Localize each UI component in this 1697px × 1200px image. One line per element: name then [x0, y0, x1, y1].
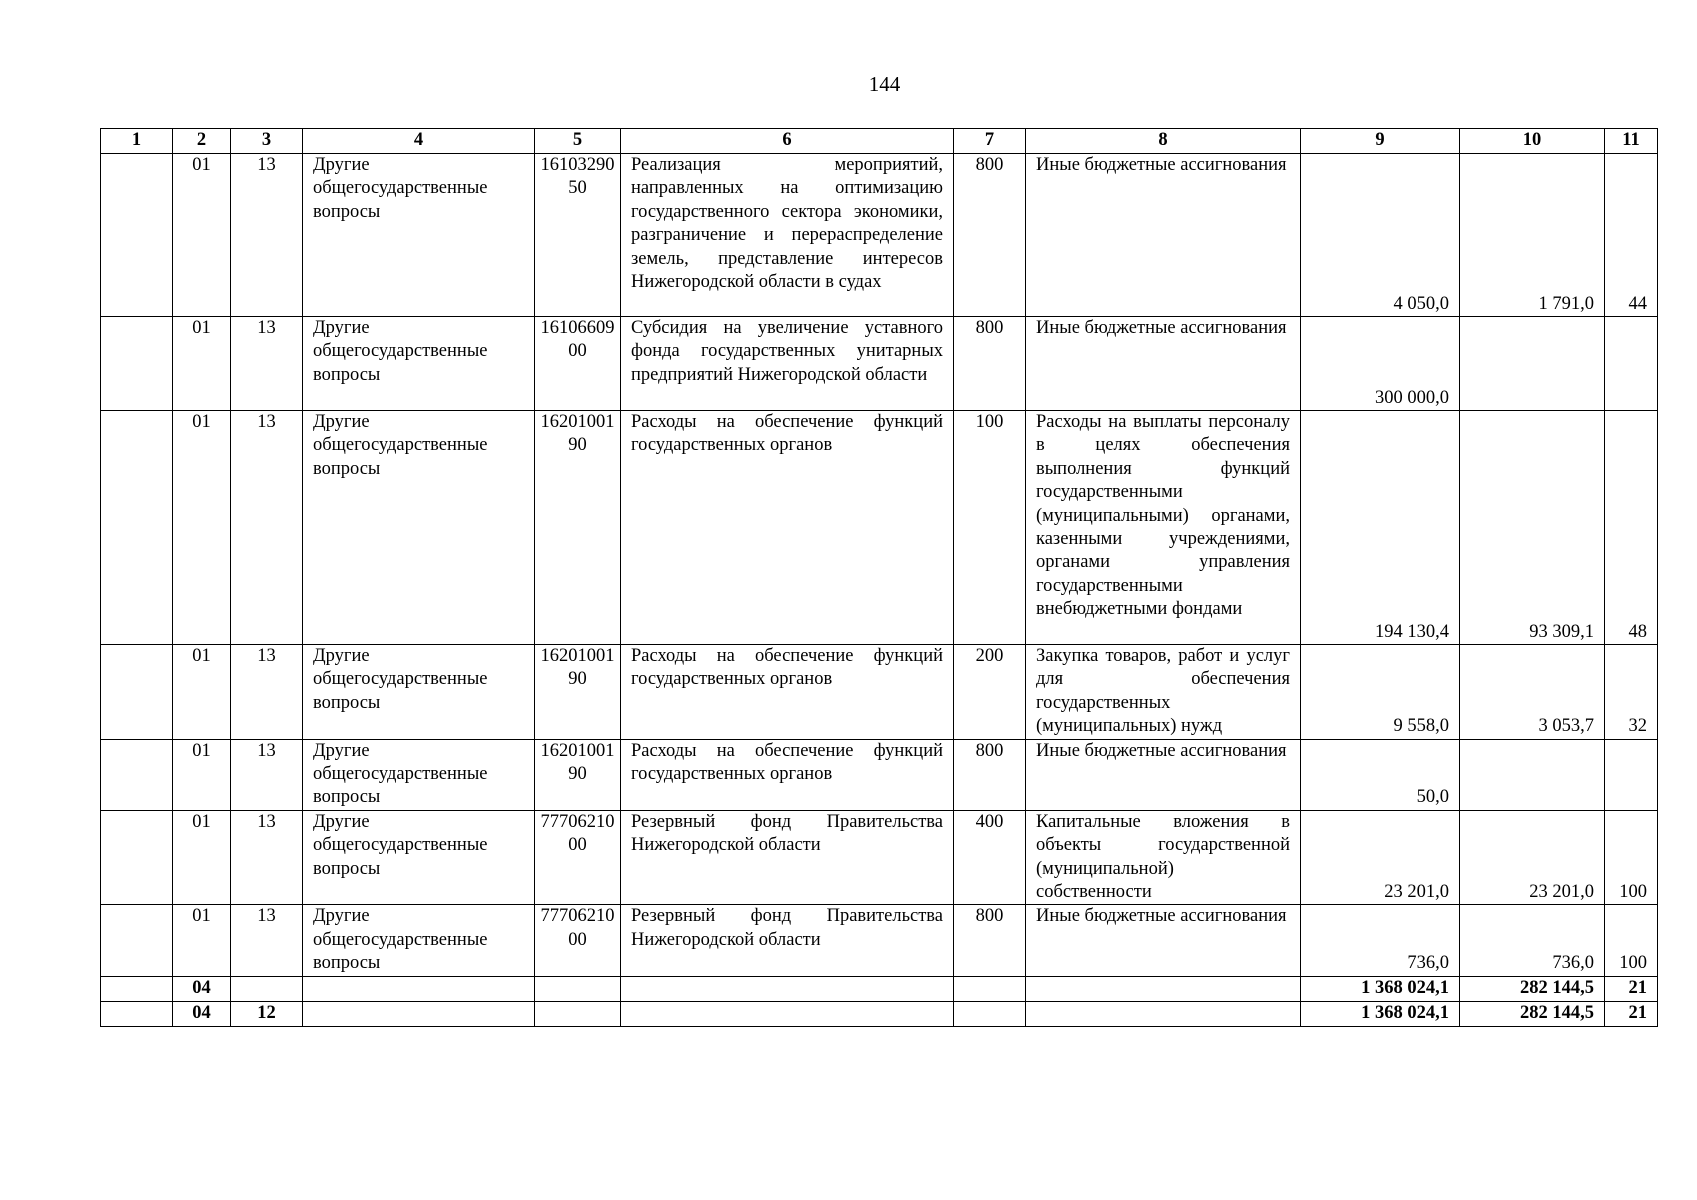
cell-col1 [101, 645, 173, 740]
total-cell-empty [101, 1001, 173, 1026]
cell-col1 [101, 739, 173, 810]
cell-target-code: 1620100190 [535, 739, 621, 810]
header-cell-5: 5 [535, 129, 621, 154]
cell-planned: 300 000,0 [1301, 317, 1460, 411]
cell-expense-type: 800 [954, 154, 1026, 317]
total-cell-empty [101, 976, 173, 1001]
total-cell-percent: 21 [1605, 1001, 1658, 1026]
cell-executed: 3 053,7 [1460, 645, 1605, 740]
cell-target-code: 1620100190 [535, 645, 621, 740]
cell-planned: 23 201,0 [1301, 810, 1460, 905]
cell-purpose: Реализация мероприятий, направленных на оптимизацию государственного сектора экономики, разграничение и перераспределение земель, представление интересов Нижегородской области в судах [621, 154, 954, 317]
cell-percent: 44 [1605, 154, 1658, 317]
cell-expense-type: 400 [954, 810, 1026, 905]
table-row [101, 810, 1658, 905]
cell-planned: 50,0 [1301, 739, 1460, 810]
cell-expense-type-name: Иные бюджетные ассигнования [1026, 317, 1301, 411]
cell-percent: 48 [1605, 411, 1658, 645]
total-cell-percent: 21 [1605, 976, 1658, 1001]
cell-expense-type-name: Иные бюджетные ассигнования [1026, 739, 1301, 810]
cell-planned: 9 558,0 [1301, 645, 1460, 740]
total-cell-empty [954, 976, 1026, 1001]
cell-expense-type-name: Капитальные вложения в объекты государственной (муниципальной) собственности [1026, 810, 1301, 905]
cell-expense-type: 800 [954, 905, 1026, 976]
budget-table [100, 128, 1658, 1027]
cell-purpose: Расходы на обеспечение функций государственных органов [621, 411, 954, 645]
total-cell-empty [621, 976, 954, 1001]
header-cell-6: 6 [621, 129, 954, 154]
cell-section: 01 [173, 739, 231, 810]
header-cell-10: 10 [1460, 129, 1605, 154]
header-cell-3: 3 [231, 129, 303, 154]
cell-subsection: 13 [231, 411, 303, 645]
total-cell-empty [954, 1001, 1026, 1026]
cell-expense-type-name: Расходы на выплаты персоналу в целях обеспечения выполнения функций государственными (муниципальными) органами, казенными учреждениями, органами управления государственными внебюджетными фондами [1026, 411, 1301, 645]
cell-executed: 23 201,0 [1460, 810, 1605, 905]
cell-target-code: 1610329050 [535, 154, 621, 317]
total-row-section [101, 976, 1658, 1001]
cell-subsection: 13 [231, 810, 303, 905]
cell-section-name: Другие общегосударственные вопросы [303, 739, 535, 810]
header-cell-11: 11 [1605, 129, 1658, 154]
cell-section: 01 [173, 154, 231, 317]
cell-section-name: Другие общегосударственные вопросы [303, 411, 535, 645]
page-number: 144 [868, 72, 901, 96]
table-row [101, 411, 1658, 645]
total-cell-planned: 1 368 024,1 [1301, 976, 1460, 1001]
table-row [101, 317, 1658, 411]
cell-expense-type: 100 [954, 411, 1026, 645]
cell-col1 [101, 411, 173, 645]
cell-col1 [101, 905, 173, 976]
cell-section-name: Другие общегосударственные вопросы [303, 905, 535, 976]
cell-purpose: Резервный фонд Правительства Нижегородской области [621, 905, 954, 976]
table-row [101, 154, 1658, 317]
cell-executed: 1 791,0 [1460, 154, 1605, 317]
cell-purpose: Субсидия на увеличение уставного фонда государственных унитарных предприятий Нижегородской области [621, 317, 954, 411]
cell-executed [1460, 739, 1605, 810]
cell-section: 01 [173, 645, 231, 740]
cell-subsection: 13 [231, 154, 303, 317]
cell-target-code: 7770621000 [535, 810, 621, 905]
header-cell-4: 4 [303, 129, 535, 154]
cell-target-code: 7770621000 [535, 905, 621, 976]
header-cell-9: 9 [1301, 129, 1460, 154]
total-cell-subsection [231, 976, 303, 1001]
header-cell-2: 2 [173, 129, 231, 154]
cell-expense-type-name: Иные бюджетные ассигнования [1026, 905, 1301, 976]
cell-expense-type: 200 [954, 645, 1026, 740]
total-cell-executed: 282 144,5 [1460, 976, 1605, 1001]
total-cell-subsection: 12 [231, 1001, 303, 1026]
cell-percent [1605, 317, 1658, 411]
cell-percent [1605, 739, 1658, 810]
cell-percent: 100 [1605, 810, 1658, 905]
cell-purpose: Расходы на обеспечение функций государственных органов [621, 739, 954, 810]
total-cell-planned: 1 368 024,1 [1301, 1001, 1460, 1026]
cell-section-name: Другие общегосударственные вопросы [303, 645, 535, 740]
total-cell-executed: 282 144,5 [1460, 1001, 1605, 1026]
cell-expense-type-name: Иные бюджетные ассигнования [1026, 154, 1301, 317]
total-cell-section: 04 [173, 976, 231, 1001]
table-row [101, 645, 1658, 740]
cell-subsection: 13 [231, 905, 303, 976]
cell-col1 [101, 154, 173, 317]
total-cell-section: 04 [173, 1001, 231, 1026]
cell-percent: 100 [1605, 905, 1658, 976]
cell-section: 01 [173, 317, 231, 411]
cell-target-code: 1620100190 [535, 411, 621, 645]
header-cell-1: 1 [101, 129, 173, 154]
total-cell-empty [303, 1001, 535, 1026]
cell-section-name: Другие общегосударственные вопросы [303, 154, 535, 317]
cell-purpose: Расходы на обеспечение функций государственных органов [621, 645, 954, 740]
cell-planned: 4 050,0 [1301, 154, 1460, 317]
header-row [101, 129, 1658, 154]
cell-expense-type: 800 [954, 317, 1026, 411]
cell-col1 [101, 317, 173, 411]
cell-subsection: 13 [231, 645, 303, 740]
header-cell-8: 8 [1026, 129, 1301, 154]
header-cell-7: 7 [954, 129, 1026, 154]
cell-percent: 32 [1605, 645, 1658, 740]
table-row [101, 905, 1658, 976]
cell-executed: 736,0 [1460, 905, 1605, 976]
cell-executed [1460, 317, 1605, 411]
total-cell-empty [535, 976, 621, 1001]
cell-planned: 194 130,4 [1301, 411, 1460, 645]
cell-subsection: 13 [231, 317, 303, 411]
cell-expense-type: 800 [954, 739, 1026, 810]
cell-section: 01 [173, 810, 231, 905]
total-cell-empty [1026, 1001, 1301, 1026]
total-cell-empty [1026, 976, 1301, 1001]
total-cell-empty [303, 976, 535, 1001]
cell-purpose: Резервный фонд Правительства Нижегородской области [621, 810, 954, 905]
total-cell-empty [621, 1001, 954, 1026]
cell-section-name: Другие общегосударственные вопросы [303, 810, 535, 905]
table-row [101, 739, 1658, 810]
cell-section: 01 [173, 411, 231, 645]
cell-col1 [101, 810, 173, 905]
cell-subsection: 13 [231, 739, 303, 810]
cell-section-name: Другие общегосударственные вопросы [303, 317, 535, 411]
total-row-subsection [101, 1001, 1658, 1026]
cell-expense-type-name: Закупка товаров, работ и услуг для обеспечения государственных (муниципальных) нужд [1026, 645, 1301, 740]
cell-target-code: 1610660900 [535, 317, 621, 411]
cell-executed: 93 309,1 [1460, 411, 1605, 645]
total-cell-empty [535, 1001, 621, 1026]
cell-section: 01 [173, 905, 231, 976]
cell-planned: 736,0 [1301, 905, 1460, 976]
